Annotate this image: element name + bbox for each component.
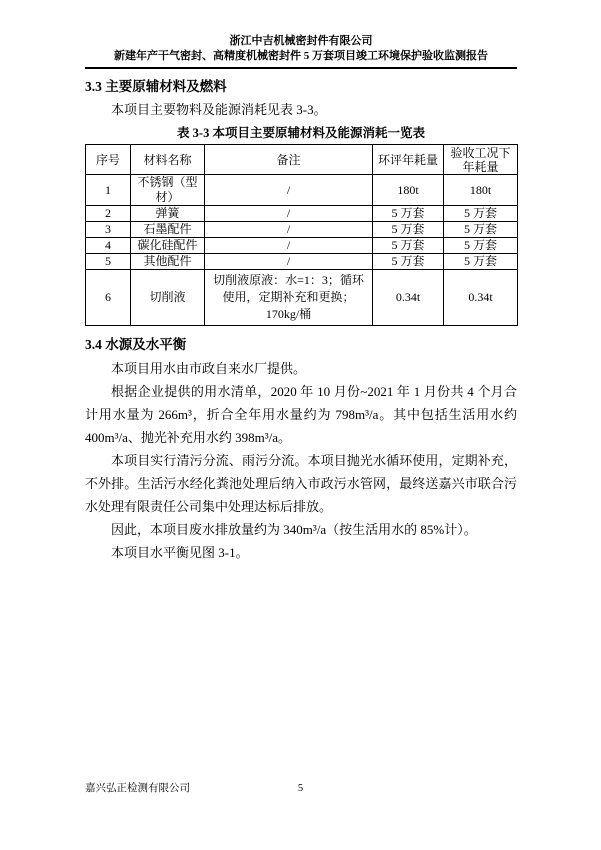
section-3-4-paragraph: 根据企业提供的用水清单，2020 年 10 月份~2021 年 1 月份共 4 个月合计用水量为 266m³，折合全年用水量约为 798m³/a。其中包括生活用水约 400m³/a、抛光补充用水约 398m³/a。: [85, 384, 517, 445]
column-header-remarks: 备注: [205, 145, 373, 175]
document-header: [85, 34, 517, 69]
section-3-3-intro-paragraph: 本项目主要物料及能源消耗见表 3-3。: [111, 102, 327, 117]
header-rule: [85, 67, 517, 69]
table-cell: 6: [86, 270, 131, 326]
table-cell: 切削液: [131, 270, 205, 326]
footer-company: 嘉兴弘正检测有限公司: [85, 783, 190, 794]
table-cell: 5 万套: [373, 238, 444, 254]
table-cell: 180t: [373, 175, 444, 206]
table-row: [86, 206, 518, 222]
table-cell: 4: [86, 238, 131, 254]
table-cell: 不锈钢（型材）: [131, 175, 205, 206]
table-cell: /: [205, 222, 373, 238]
table-row: [86, 222, 518, 238]
table-cell: 石墨配件: [131, 222, 205, 238]
table-cell: 0.34t: [373, 270, 444, 326]
section-3-4-paragraph: 本项目用水由市政自来水厂提供。: [111, 361, 307, 376]
table-cell: 碳化硅配件: [131, 238, 205, 254]
materials-consumption-table: [85, 144, 518, 326]
header-report-title-line: 新建年产干气密封、高精度机械密封件 5 万套项目竣工环境保护验收监测报告: [114, 50, 488, 62]
table-cell: 5 万套: [373, 254, 444, 270]
table-row: [86, 238, 518, 254]
table-caption: 表 3-3 本项目主要原辅材料及能源消耗一览表: [177, 126, 425, 140]
section-3-4-paragraph: 本项目水平衡见图 3-1。: [111, 545, 249, 560]
table-cell: 5 万套: [444, 254, 518, 270]
table-cell: 3: [86, 222, 131, 238]
document-footer: [0, 782, 601, 796]
table-cell: 1: [86, 175, 131, 206]
table-cell: 切削液原液：水=1：3；循环使用，定期补充和更换；170kg/桶: [205, 270, 373, 326]
section-3-4-paragraph: 因此，本项目废水排放量约为 340m³/a（按生活用水的 85%计）。: [111, 522, 477, 537]
column-header-eia-annual-consumption: 环评年耗量: [373, 145, 444, 175]
footer-page-number: 5: [297, 783, 304, 794]
table-cell: 180t: [444, 175, 518, 206]
table-cell: /: [205, 206, 373, 222]
table-cell: 其他配件: [131, 254, 205, 270]
table-cell: 5 万套: [444, 222, 518, 238]
section-3-4-paragraph: 本项目实行清污分流、雨污分流。本项目抛光水循环使用，定期补充，不外排。生活污水经化粪池处理后纳入市政污水管网，最终送嘉兴市联合污水处理有限责任公司集中处理达标后排放。: [85, 453, 517, 514]
table-row: [86, 254, 518, 270]
column-header-material-name: 材料名称: [131, 145, 205, 175]
table-cell: /: [205, 238, 373, 254]
table-cell: 2: [86, 206, 131, 222]
table-cell: 5: [86, 254, 131, 270]
section-3-4-heading: 3.4 水源及水平衡: [85, 337, 187, 352]
table-header-row: [86, 145, 518, 175]
table-cell: 0.34t: [444, 270, 518, 326]
table-cell: 5 万套: [373, 206, 444, 222]
table-cell: /: [205, 254, 373, 270]
table-row: [86, 270, 518, 326]
table-cell: 5 万套: [444, 238, 518, 254]
table-cell: 5 万套: [444, 206, 518, 222]
table-row: [86, 175, 518, 206]
table-cell: 弹簧: [131, 206, 205, 222]
table-cell: 5 万套: [373, 222, 444, 238]
column-header-index: 序号: [86, 145, 131, 175]
column-header-acceptance-annual-consumption: 验收工况下年耗量: [444, 145, 518, 175]
section-3-3-heading: 3.3 主要原辅材料及燃料: [85, 79, 227, 94]
header-company-line: 浙江中吉机械密封件有限公司: [229, 35, 373, 47]
table-cell: /: [205, 175, 373, 206]
